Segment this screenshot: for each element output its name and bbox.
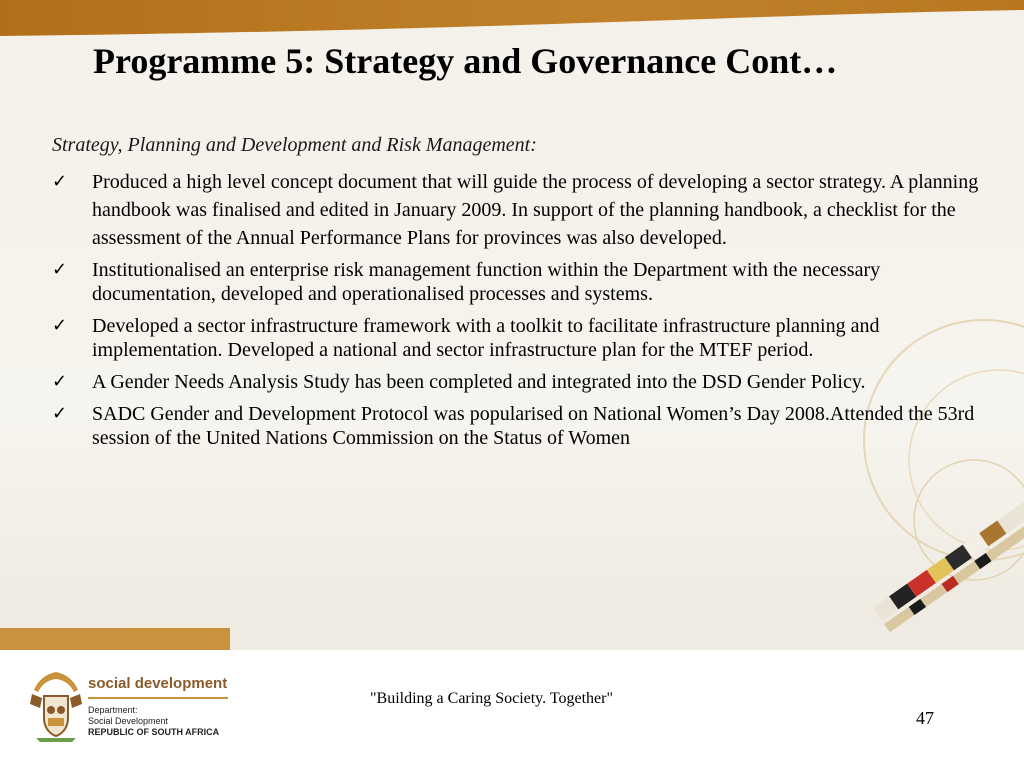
checkmark-icon: ✓ (52, 171, 68, 192)
footer (0, 650, 1024, 768)
org-divider (88, 697, 228, 699)
coat-of-arms-icon (24, 668, 88, 744)
bullet-text: Produced a high level concept document that will guide the process of developing a sector strategy. A planning handbook was finalised and edited in January 2009. In support of the planning handbook, a checklist for the assessment of the Annual Performance Plans for provinces was also developed. (92, 171, 979, 249)
bottom-accent-band (0, 628, 230, 650)
bullet-item (52, 168, 982, 252)
bullet-item (52, 258, 982, 306)
bullet-item (52, 402, 982, 450)
top-band (0, 0, 1024, 36)
slide-title: Programme 5: Strategy and Governance Cont… (93, 41, 838, 81)
org-country: REPUBLIC OF SOUTH AFRICA (88, 727, 220, 737)
checkmark-icon: ✓ (52, 371, 68, 392)
page-number: 47 (916, 708, 934, 728)
bullet-text: Developed a sector infrastructure framework with a toolkit to facilitate infrastructure planning and implementation. Developed a national and sector infrastructure plan for the MTEF period. (92, 315, 880, 361)
org-name: social development (88, 675, 228, 692)
bullet-item (52, 370, 982, 394)
section-subtitle: Strategy, Planning and Development and Risk Management: (52, 134, 537, 156)
bullet-item (52, 314, 982, 362)
bullet-list (52, 166, 982, 450)
bullet-text: SADC Gender and Development Protocol was popularised on National Women’s Day 2008.Attended the 53rd session of the United Nations Commission on the Status of Women (92, 403, 975, 449)
bullet-text: A Gender Needs Analysis Study has been completed and integrated into the DSD Gender Policy. (92, 371, 866, 393)
org-department-label: Department: (88, 705, 138, 715)
checkmark-icon: ✓ (52, 315, 68, 336)
checkmark-icon: ✓ (52, 403, 68, 424)
footer-tagline: "Building a Caring Society. Together" (370, 690, 614, 707)
bullet-text: Institutionalised an enterprise risk management function within the Department with the necessary documentation, developed and operationalised processes and systems. (92, 259, 881, 305)
org-department-name: Social Development (88, 716, 169, 726)
checkmark-icon: ✓ (52, 259, 68, 280)
